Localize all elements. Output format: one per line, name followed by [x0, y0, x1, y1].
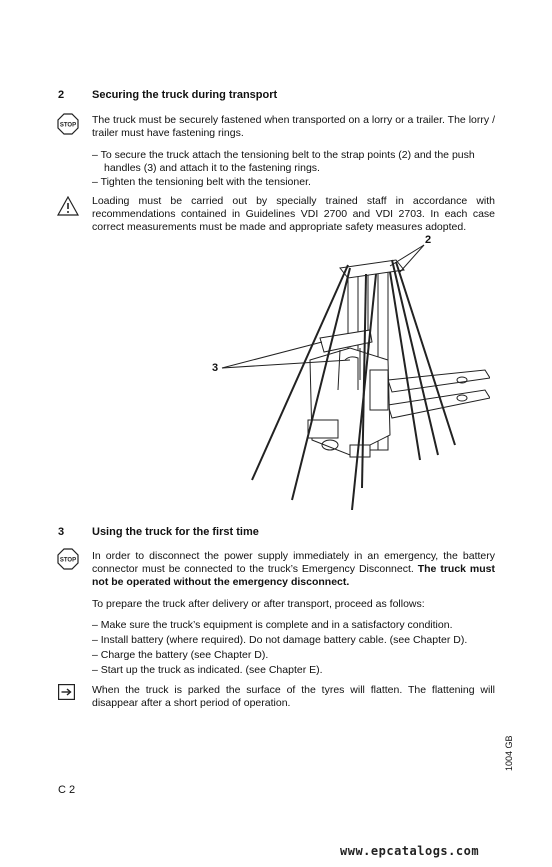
stop-sign-icon [57, 548, 79, 575]
prepare-bullet-charge: – Charge the battery (see Chapter D). [92, 649, 269, 661]
stop-sign-icon [57, 113, 79, 140]
tyre-flattening-note: When the truck is parked the surface of the tyres will flatten. The flattening will disappear after a short period of operation. [92, 684, 495, 709]
page-number: C 2 [58, 784, 76, 796]
figure-label-strap-points: 2 [425, 234, 432, 246]
securing-bullet-attach: – To secure the truck attach the tensioning belt to the strap points (2) and the push handles (3) and attach it to the fastening rings. [92, 149, 475, 174]
securing-bullet-tighten: – Tighten the tensioning belt with the tensioner. [92, 176, 311, 188]
loading-warning-text: Loading must be carried out by specially trained staff in accordance with recommendations contained in Guidelines VDI 2700 and VDI 2703. In each case correct measurements must be made and appropriate safety measures adopted. [92, 195, 495, 233]
emergency-disconnect-text: In order to disconnect the power supply immediately in an emergency, the battery connector must be connected to the truck’s Emergency Disconnect. [92, 550, 495, 575]
section-3-number: 3 [58, 526, 65, 538]
section-2-title: Securing the truck during transport [92, 89, 278, 101]
prepare-truck-intro: To prepare the truck after delivery or after transport, proceed as follows: [92, 598, 425, 610]
prepare-bullet-battery-install: – Install battery (where required). Do not damage battery cable. (see Chapter D). [92, 634, 468, 646]
truck-lashing-figure [200, 230, 490, 510]
svg-text:STOP: STOP [59, 122, 77, 129]
document-code: 1004 GB [504, 735, 514, 771]
section-2-number: 2 [58, 89, 65, 101]
securing-paragraph: The truck must be securely fastened when transported on a lorry or a trailer. The lorry / trailer must have fastening rings. [92, 114, 495, 139]
emergency-disconnect-warning: The truck must not be operated without the emergency disconnect. [92, 563, 496, 588]
emergency-disconnect-paragraph [92, 550, 495, 589]
prepare-bullet-equipment: – Make sure the truck’s equipment is complete and in a satisfactory condition. [92, 619, 453, 631]
figure-label-push-handles: 3 [212, 362, 219, 374]
warning-triangle-icon [57, 196, 79, 221]
prepare-bullet-startup: – Start up the truck as indicated. (see Chapter E). [92, 664, 323, 676]
section-3-title: Using the truck for the first time [92, 526, 259, 538]
svg-text:STOP: STOP [59, 557, 77, 564]
watermark-url: www.epcatalogs.com [340, 844, 480, 858]
note-arrow-icon [58, 684, 75, 705]
